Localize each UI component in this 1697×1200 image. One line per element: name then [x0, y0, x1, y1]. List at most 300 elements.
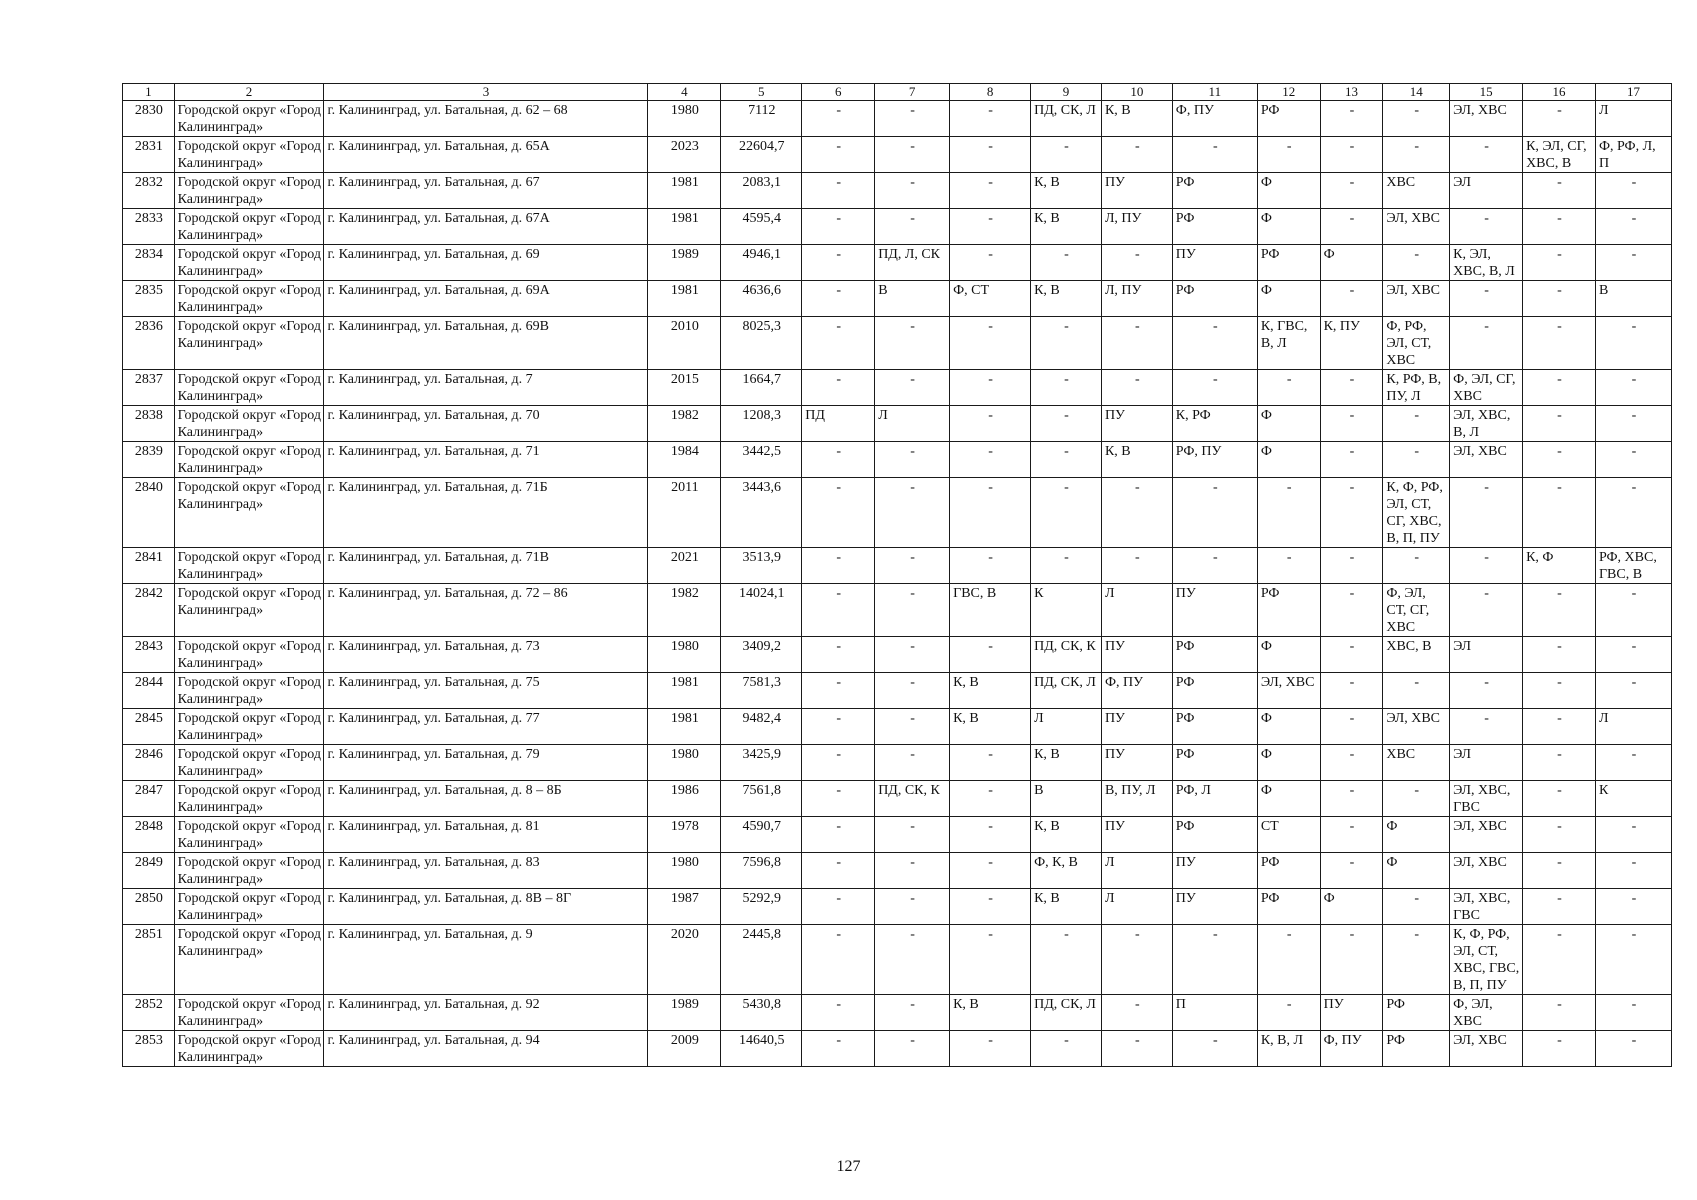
- column-header-6: 6: [802, 84, 875, 101]
- table-cell-col-3: г. Калининград, ул. Батальная, д. 71В: [324, 548, 648, 584]
- table-cell-col-4: 1986: [648, 781, 721, 817]
- table-cell-col-17: -: [1595, 584, 1671, 637]
- table-cell-col-1: 2833: [123, 209, 175, 245]
- table-cell-col-5: 3409,2: [721, 637, 802, 673]
- table-cell-col-9: ПД, СК, Л: [1031, 101, 1102, 137]
- table-cell-col-3: г. Калининград, ул. Батальная, д. 75: [324, 673, 648, 709]
- column-header-4: 4: [648, 84, 721, 101]
- table-cell-col-16: -: [1523, 709, 1596, 745]
- table-cell-col-12: РФ: [1257, 245, 1320, 281]
- table-cell-col-17: -: [1595, 889, 1671, 925]
- table-cell-col-14: РФ: [1383, 1031, 1450, 1067]
- table-cell-col-9: К, В: [1031, 817, 1102, 853]
- table-cell-col-11: РФ, Л: [1172, 781, 1257, 817]
- table-cell-col-12: -: [1257, 548, 1320, 584]
- table-cell-col-10: -: [1101, 137, 1172, 173]
- table-cell-col-4: 1980: [648, 101, 721, 137]
- table-row: [123, 173, 1672, 209]
- table-cell-col-12: Ф: [1257, 281, 1320, 317]
- table-cell-col-3: г. Калининград, ул. Батальная, д. 69В: [324, 317, 648, 370]
- table-row: [123, 101, 1672, 137]
- table-cell-col-15: -: [1450, 709, 1523, 745]
- table-cell-col-5: 3443,6: [721, 478, 802, 548]
- table-cell-col-14: -: [1383, 406, 1450, 442]
- table-row: [123, 925, 1672, 995]
- table-cell-col-13: -: [1320, 548, 1383, 584]
- table-cell-col-13: -: [1320, 370, 1383, 406]
- table-cell-col-1: 2831: [123, 137, 175, 173]
- table-cell-col-10: -: [1101, 925, 1172, 995]
- column-header-11: 11: [1172, 84, 1257, 101]
- table-cell-col-11: РФ: [1172, 709, 1257, 745]
- table-cell-col-9: Ф, К, В: [1031, 853, 1102, 889]
- table-cell-col-15: -: [1450, 673, 1523, 709]
- table-cell-col-13: -: [1320, 478, 1383, 548]
- table-cell-col-5: 1208,3: [721, 406, 802, 442]
- table-cell-col-1: 2836: [123, 317, 175, 370]
- table-cell-col-15: Ф, ЭЛ, ХВС: [1450, 995, 1523, 1031]
- table-cell-col-16: К, ЭЛ, СГ, ХВС, В: [1523, 137, 1596, 173]
- table-cell-col-3: г. Калининград, ул. Батальная, д. 69А: [324, 281, 648, 317]
- table-cell-col-10: Ф, ПУ: [1101, 673, 1172, 709]
- table-cell-col-12: РФ: [1257, 584, 1320, 637]
- table-cell-col-1: 2850: [123, 889, 175, 925]
- table-cell-col-6: -: [802, 317, 875, 370]
- table-cell-col-17: Л: [1595, 709, 1671, 745]
- table-cell-col-6: -: [802, 995, 875, 1031]
- table-cell-col-13: -: [1320, 442, 1383, 478]
- table-cell-col-16: -: [1523, 317, 1596, 370]
- table-cell-col-14: -: [1383, 442, 1450, 478]
- table-cell-col-5: 1664,7: [721, 370, 802, 406]
- column-header-14: 14: [1383, 84, 1450, 101]
- table-cell-col-8: -: [950, 889, 1031, 925]
- table-cell-col-1: 2830: [123, 101, 175, 137]
- table-cell-col-1: 2843: [123, 637, 175, 673]
- table-cell-col-10: ПУ: [1101, 745, 1172, 781]
- table-cell-col-6: -: [802, 584, 875, 637]
- table-cell-col-17: -: [1595, 406, 1671, 442]
- table-cell-col-4: 2015: [648, 370, 721, 406]
- table-cell-col-12: Ф: [1257, 709, 1320, 745]
- table-cell-col-4: 1980: [648, 853, 721, 889]
- table-cell-col-4: 1980: [648, 745, 721, 781]
- table-cell-col-14: -: [1383, 101, 1450, 137]
- table-cell-col-3: г. Калининград, ул. Батальная, д. 71Б: [324, 478, 648, 548]
- table-cell-col-3: г. Калининград, ул. Батальная, д. 79: [324, 745, 648, 781]
- table-cell-col-4: 1982: [648, 584, 721, 637]
- table-cell-col-12: К, ГВС, В, Л: [1257, 317, 1320, 370]
- table-cell-col-16: -: [1523, 673, 1596, 709]
- table-cell-col-9: К, В: [1031, 889, 1102, 925]
- table-cell-col-12: Ф: [1257, 781, 1320, 817]
- table-cell-col-2: Городской округ «Город Калининград»: [174, 442, 324, 478]
- header-row: [123, 84, 1672, 101]
- table-cell-col-12: Ф: [1257, 209, 1320, 245]
- table-cell-col-14: К, Ф, РФ, ЭЛ, СТ, СГ, ХВС, В, П, ПУ: [1383, 478, 1450, 548]
- table-cell-col-16: -: [1523, 995, 1596, 1031]
- table-cell-col-16: -: [1523, 442, 1596, 478]
- table-cell-col-1: 2846: [123, 745, 175, 781]
- table-cell-col-15: ЭЛ, ХВС, В, Л: [1450, 406, 1523, 442]
- table-cell-col-13: -: [1320, 637, 1383, 673]
- table-cell-col-3: г. Калининград, ул. Батальная, д. 81: [324, 817, 648, 853]
- table-cell-col-10: -: [1101, 478, 1172, 548]
- table-cell-col-9: -: [1031, 1031, 1102, 1067]
- table-cell-col-7: -: [875, 925, 950, 995]
- table-cell-col-1: 2849: [123, 853, 175, 889]
- table-cell-col-9: Л: [1031, 709, 1102, 745]
- table-cell-col-17: -: [1595, 637, 1671, 673]
- table-cell-col-15: К, Ф, РФ, ЭЛ, СТ, ХВС, ГВС, В, П, ПУ: [1450, 925, 1523, 995]
- table-cell-col-15: ЭЛ, ХВС: [1450, 853, 1523, 889]
- table-cell-col-14: Ф: [1383, 853, 1450, 889]
- table-cell-col-2: Городской округ «Город Калининград»: [174, 406, 324, 442]
- table-cell-col-5: 4590,7: [721, 817, 802, 853]
- table-cell-col-15: ЭЛ: [1450, 173, 1523, 209]
- table-cell-col-7: -: [875, 478, 950, 548]
- table-cell-col-17: Ф, РФ, Л, П: [1595, 137, 1671, 173]
- table-cell-col-11: РФ: [1172, 637, 1257, 673]
- table-cell-col-8: К, В: [950, 995, 1031, 1031]
- table-cell-col-9: -: [1031, 370, 1102, 406]
- table-cell-col-12: Ф: [1257, 637, 1320, 673]
- table-cell-col-17: -: [1595, 370, 1671, 406]
- table-cell-col-13: -: [1320, 745, 1383, 781]
- table-cell-col-17: -: [1595, 1031, 1671, 1067]
- table-cell-col-9: ПД, СК, Л: [1031, 673, 1102, 709]
- table-cell-col-17: Л: [1595, 101, 1671, 137]
- table-cell-col-11: ПУ: [1172, 245, 1257, 281]
- table-cell-col-13: -: [1320, 709, 1383, 745]
- table-cell-col-8: -: [950, 781, 1031, 817]
- table-cell-col-7: -: [875, 584, 950, 637]
- table-cell-col-1: 2842: [123, 584, 175, 637]
- table-cell-col-12: Ф: [1257, 745, 1320, 781]
- table-cell-col-16: -: [1523, 281, 1596, 317]
- table-cell-col-5: 9482,4: [721, 709, 802, 745]
- table-cell-col-12: К, В, Л: [1257, 1031, 1320, 1067]
- table-cell-col-1: 2841: [123, 548, 175, 584]
- table-cell-col-3: г. Калининград, ул. Батальная, д. 62 – 68: [324, 101, 648, 137]
- table-cell-col-17: В: [1595, 281, 1671, 317]
- table-cell-col-3: г. Калининград, ул. Батальная, д. 83: [324, 853, 648, 889]
- column-header-5: 5: [721, 84, 802, 101]
- column-header-8: 8: [950, 84, 1031, 101]
- table-cell-col-10: -: [1101, 995, 1172, 1031]
- table-cell-col-5: 4595,4: [721, 209, 802, 245]
- table-cell-col-2: Городской округ «Город Калининград»: [174, 709, 324, 745]
- table-cell-col-3: г. Калининград, ул. Батальная, д. 67А: [324, 209, 648, 245]
- table-cell-col-13: -: [1320, 673, 1383, 709]
- table-body: [123, 101, 1672, 1067]
- table-cell-col-7: -: [875, 173, 950, 209]
- table-cell-col-13: К, ПУ: [1320, 317, 1383, 370]
- table-cell-col-10: Л, ПУ: [1101, 281, 1172, 317]
- table-cell-col-4: 2010: [648, 317, 721, 370]
- table-cell-col-13: Ф, ПУ: [1320, 1031, 1383, 1067]
- table-cell-col-7: ПД, Л, СК: [875, 245, 950, 281]
- table-cell-col-16: -: [1523, 245, 1596, 281]
- table-cell-col-15: -: [1450, 548, 1523, 584]
- table-cell-col-15: Ф, ЭЛ, СГ, ХВС: [1450, 370, 1523, 406]
- table-cell-col-4: 1982: [648, 406, 721, 442]
- table-cell-col-3: г. Калининград, ул. Батальная, д. 92: [324, 995, 648, 1031]
- table-cell-col-6: -: [802, 673, 875, 709]
- table-row: [123, 584, 1672, 637]
- table-cell-col-2: Городской округ «Город Калининград»: [174, 173, 324, 209]
- table-cell-col-8: -: [950, 1031, 1031, 1067]
- table-cell-col-14: -: [1383, 245, 1450, 281]
- table-cell-col-8: -: [950, 370, 1031, 406]
- table-cell-col-10: -: [1101, 245, 1172, 281]
- column-header-17: 17: [1595, 84, 1671, 101]
- table-cell-col-4: 1981: [648, 173, 721, 209]
- table-cell-col-8: -: [950, 209, 1031, 245]
- table-cell-col-4: 1981: [648, 709, 721, 745]
- table-cell-col-17: -: [1595, 925, 1671, 995]
- table-row: [123, 1031, 1672, 1067]
- table-cell-col-14: -: [1383, 889, 1450, 925]
- table-cell-col-11: РФ: [1172, 817, 1257, 853]
- table-cell-col-11: -: [1172, 317, 1257, 370]
- table-cell-col-11: РФ: [1172, 745, 1257, 781]
- table-cell-col-14: -: [1383, 137, 1450, 173]
- table-cell-col-5: 5292,9: [721, 889, 802, 925]
- table-cell-col-3: г. Калининград, ул. Батальная, д. 67: [324, 173, 648, 209]
- table-cell-col-1: 2839: [123, 442, 175, 478]
- table-cell-col-7: -: [875, 370, 950, 406]
- table-cell-col-11: -: [1172, 1031, 1257, 1067]
- table-cell-col-17: -: [1595, 478, 1671, 548]
- table-cell-col-4: 1981: [648, 281, 721, 317]
- table-cell-col-3: г. Калининград, ул. Батальная, д. 9: [324, 925, 648, 995]
- table-cell-col-4: 2021: [648, 548, 721, 584]
- table-cell-col-14: К, РФ, В, ПУ, Л: [1383, 370, 1450, 406]
- table-cell-col-3: г. Калининград, ул. Батальная, д. 8 – 8Б: [324, 781, 648, 817]
- table-row: [123, 317, 1672, 370]
- table-cell-col-14: ХВС: [1383, 173, 1450, 209]
- table-cell-col-12: РФ: [1257, 853, 1320, 889]
- table-cell-col-4: 1981: [648, 209, 721, 245]
- table-cell-col-17: -: [1595, 745, 1671, 781]
- table-cell-col-8: -: [950, 817, 1031, 853]
- table-cell-col-4: 1987: [648, 889, 721, 925]
- table-row: [123, 781, 1672, 817]
- table-cell-col-6: -: [802, 137, 875, 173]
- table-cell-col-9: -: [1031, 245, 1102, 281]
- table-cell-col-4: 2020: [648, 925, 721, 995]
- table-cell-col-4: 1980: [648, 637, 721, 673]
- table-row: [123, 889, 1672, 925]
- table-cell-col-1: 2835: [123, 281, 175, 317]
- table-cell-col-3: г. Калининград, ул. Батальная, д. 73: [324, 637, 648, 673]
- table-cell-col-9: -: [1031, 478, 1102, 548]
- table-cell-col-11: Ф, ПУ: [1172, 101, 1257, 137]
- table-cell-col-7: -: [875, 209, 950, 245]
- table-cell-col-13: -: [1320, 853, 1383, 889]
- table-cell-col-16: -: [1523, 817, 1596, 853]
- table-cell-col-8: -: [950, 853, 1031, 889]
- column-header-15: 15: [1450, 84, 1523, 101]
- table-cell-col-11: ПУ: [1172, 853, 1257, 889]
- table-cell-col-1: 2851: [123, 925, 175, 995]
- table-cell-col-6: ПД: [802, 406, 875, 442]
- table-cell-col-13: -: [1320, 281, 1383, 317]
- table-cell-col-1: 2840: [123, 478, 175, 548]
- table-cell-col-2: Городской округ «Город Калининград»: [174, 281, 324, 317]
- column-header-9: 9: [1031, 84, 1102, 101]
- table-cell-col-14: Ф: [1383, 817, 1450, 853]
- table-cell-col-2: Городской округ «Город Калининград»: [174, 673, 324, 709]
- table-cell-col-4: 2011: [648, 478, 721, 548]
- table-cell-col-5: 4636,6: [721, 281, 802, 317]
- table-cell-col-2: Городской округ «Город Калининград»: [174, 889, 324, 925]
- table-cell-col-7: -: [875, 673, 950, 709]
- table-cell-col-4: 1989: [648, 995, 721, 1031]
- table-cell-col-14: Ф, РФ, ЭЛ, СТ, ХВС: [1383, 317, 1450, 370]
- table-cell-col-1: 2844: [123, 673, 175, 709]
- table-cell-col-16: -: [1523, 370, 1596, 406]
- table-cell-col-4: 1984: [648, 442, 721, 478]
- table-cell-col-3: г. Калининград, ул. Батальная, д. 7: [324, 370, 648, 406]
- table-cell-col-15: ЭЛ, ХВС, ГВС: [1450, 781, 1523, 817]
- table-cell-col-14: ХВС, В: [1383, 637, 1450, 673]
- table-cell-col-12: Ф: [1257, 173, 1320, 209]
- table-cell-col-9: ПД, СК, К: [1031, 637, 1102, 673]
- table-cell-col-8: -: [950, 478, 1031, 548]
- table-cell-col-7: -: [875, 101, 950, 137]
- table-cell-col-8: -: [950, 442, 1031, 478]
- table-cell-col-12: РФ: [1257, 101, 1320, 137]
- table-cell-col-16: -: [1523, 406, 1596, 442]
- table-row: [123, 281, 1672, 317]
- table-cell-col-6: -: [802, 370, 875, 406]
- table-cell-col-8: ГВС, В: [950, 584, 1031, 637]
- table-cell-col-15: -: [1450, 584, 1523, 637]
- table-cell-col-17: -: [1595, 442, 1671, 478]
- table-cell-col-10: Л: [1101, 853, 1172, 889]
- table-cell-col-2: Городской округ «Город Калининград»: [174, 478, 324, 548]
- table-cell-col-11: К, РФ: [1172, 406, 1257, 442]
- table-cell-col-9: К, В: [1031, 173, 1102, 209]
- table-cell-col-5: 5430,8: [721, 995, 802, 1031]
- table-cell-col-2: Городской округ «Город Калининград»: [174, 137, 324, 173]
- table-cell-col-12: -: [1257, 137, 1320, 173]
- table-cell-col-10: ПУ: [1101, 637, 1172, 673]
- table-cell-col-15: -: [1450, 137, 1523, 173]
- table-cell-col-5: 3425,9: [721, 745, 802, 781]
- table-cell-col-9: К, В: [1031, 745, 1102, 781]
- table-cell-col-6: -: [802, 548, 875, 584]
- table-cell-col-11: -: [1172, 137, 1257, 173]
- table-cell-col-1: 2834: [123, 245, 175, 281]
- table-cell-col-2: Городской округ «Город Калининград»: [174, 209, 324, 245]
- table-cell-col-2: Городской округ «Город Калининград»: [174, 745, 324, 781]
- table-cell-col-7: -: [875, 442, 950, 478]
- table-cell-col-3: г. Калининград, ул. Батальная, д. 65А: [324, 137, 648, 173]
- table-cell-col-16: -: [1523, 584, 1596, 637]
- table-cell-col-16: -: [1523, 781, 1596, 817]
- table-row: [123, 745, 1672, 781]
- table-cell-col-16: -: [1523, 101, 1596, 137]
- table-cell-col-16: -: [1523, 1031, 1596, 1067]
- table-cell-col-14: ХВС: [1383, 745, 1450, 781]
- table-cell-col-7: -: [875, 548, 950, 584]
- table-cell-col-9: -: [1031, 925, 1102, 995]
- table-cell-col-9: -: [1031, 317, 1102, 370]
- table-cell-col-9: -: [1031, 137, 1102, 173]
- table-cell-col-6: -: [802, 478, 875, 548]
- table-cell-col-6: -: [802, 817, 875, 853]
- table-cell-col-2: Городской округ «Город Калининград»: [174, 781, 324, 817]
- table-cell-col-8: Ф, СТ: [950, 281, 1031, 317]
- table-cell-col-5: 7112: [721, 101, 802, 137]
- table-cell-col-12: -: [1257, 370, 1320, 406]
- table-cell-col-5: 14640,5: [721, 1031, 802, 1067]
- table-cell-col-10: К, В: [1101, 442, 1172, 478]
- table-cell-col-16: -: [1523, 889, 1596, 925]
- table-row: [123, 817, 1672, 853]
- table-row: [123, 709, 1672, 745]
- table-cell-col-5: 2445,8: [721, 925, 802, 995]
- table-cell-col-9: -: [1031, 548, 1102, 584]
- table-cell-col-13: Ф: [1320, 889, 1383, 925]
- table-cell-col-12: -: [1257, 995, 1320, 1031]
- table-cell-col-17: -: [1595, 853, 1671, 889]
- table-cell-col-17: -: [1595, 245, 1671, 281]
- column-header-13: 13: [1320, 84, 1383, 101]
- table-cell-col-1: 2845: [123, 709, 175, 745]
- table-cell-col-13: -: [1320, 209, 1383, 245]
- table-row: [123, 442, 1672, 478]
- page-number: 127: [836, 1158, 861, 1175]
- table-cell-col-10: В, ПУ, Л: [1101, 781, 1172, 817]
- table-row: [123, 406, 1672, 442]
- table-cell-col-6: -: [802, 925, 875, 995]
- table-cell-col-16: -: [1523, 209, 1596, 245]
- table-cell-col-5: 2083,1: [721, 173, 802, 209]
- table-cell-col-16: -: [1523, 637, 1596, 673]
- table-cell-col-5: 4946,1: [721, 245, 802, 281]
- table-cell-col-6: -: [802, 209, 875, 245]
- table-cell-col-8: -: [950, 925, 1031, 995]
- table-cell-col-14: ЭЛ, ХВС: [1383, 209, 1450, 245]
- table-cell-col-8: -: [950, 637, 1031, 673]
- table-cell-col-5: 7596,8: [721, 853, 802, 889]
- table-cell-col-7: -: [875, 637, 950, 673]
- table-cell-col-13: Ф: [1320, 245, 1383, 281]
- table-cell-col-10: Л, ПУ: [1101, 209, 1172, 245]
- table-cell-col-15: ЭЛ: [1450, 637, 1523, 673]
- table-cell-col-12: СТ: [1257, 817, 1320, 853]
- table-cell-col-6: -: [802, 281, 875, 317]
- table-cell-col-17: -: [1595, 817, 1671, 853]
- column-header-16: 16: [1523, 84, 1596, 101]
- table-cell-col-8: -: [950, 137, 1031, 173]
- table-cell-col-8: -: [950, 101, 1031, 137]
- table-cell-col-15: ЭЛ, ХВС: [1450, 1031, 1523, 1067]
- table-cell-col-2: Городской округ «Город Калининград»: [174, 637, 324, 673]
- table-cell-col-5: 3442,5: [721, 442, 802, 478]
- table-cell-col-17: РФ, ХВС, ГВС, В: [1595, 548, 1671, 584]
- table-cell-col-8: -: [950, 548, 1031, 584]
- table-cell-col-6: -: [802, 442, 875, 478]
- table-cell-col-12: Ф: [1257, 442, 1320, 478]
- table-cell-col-1: 2852: [123, 995, 175, 1031]
- table-cell-col-4: 1978: [648, 817, 721, 853]
- table-cell-col-15: -: [1450, 209, 1523, 245]
